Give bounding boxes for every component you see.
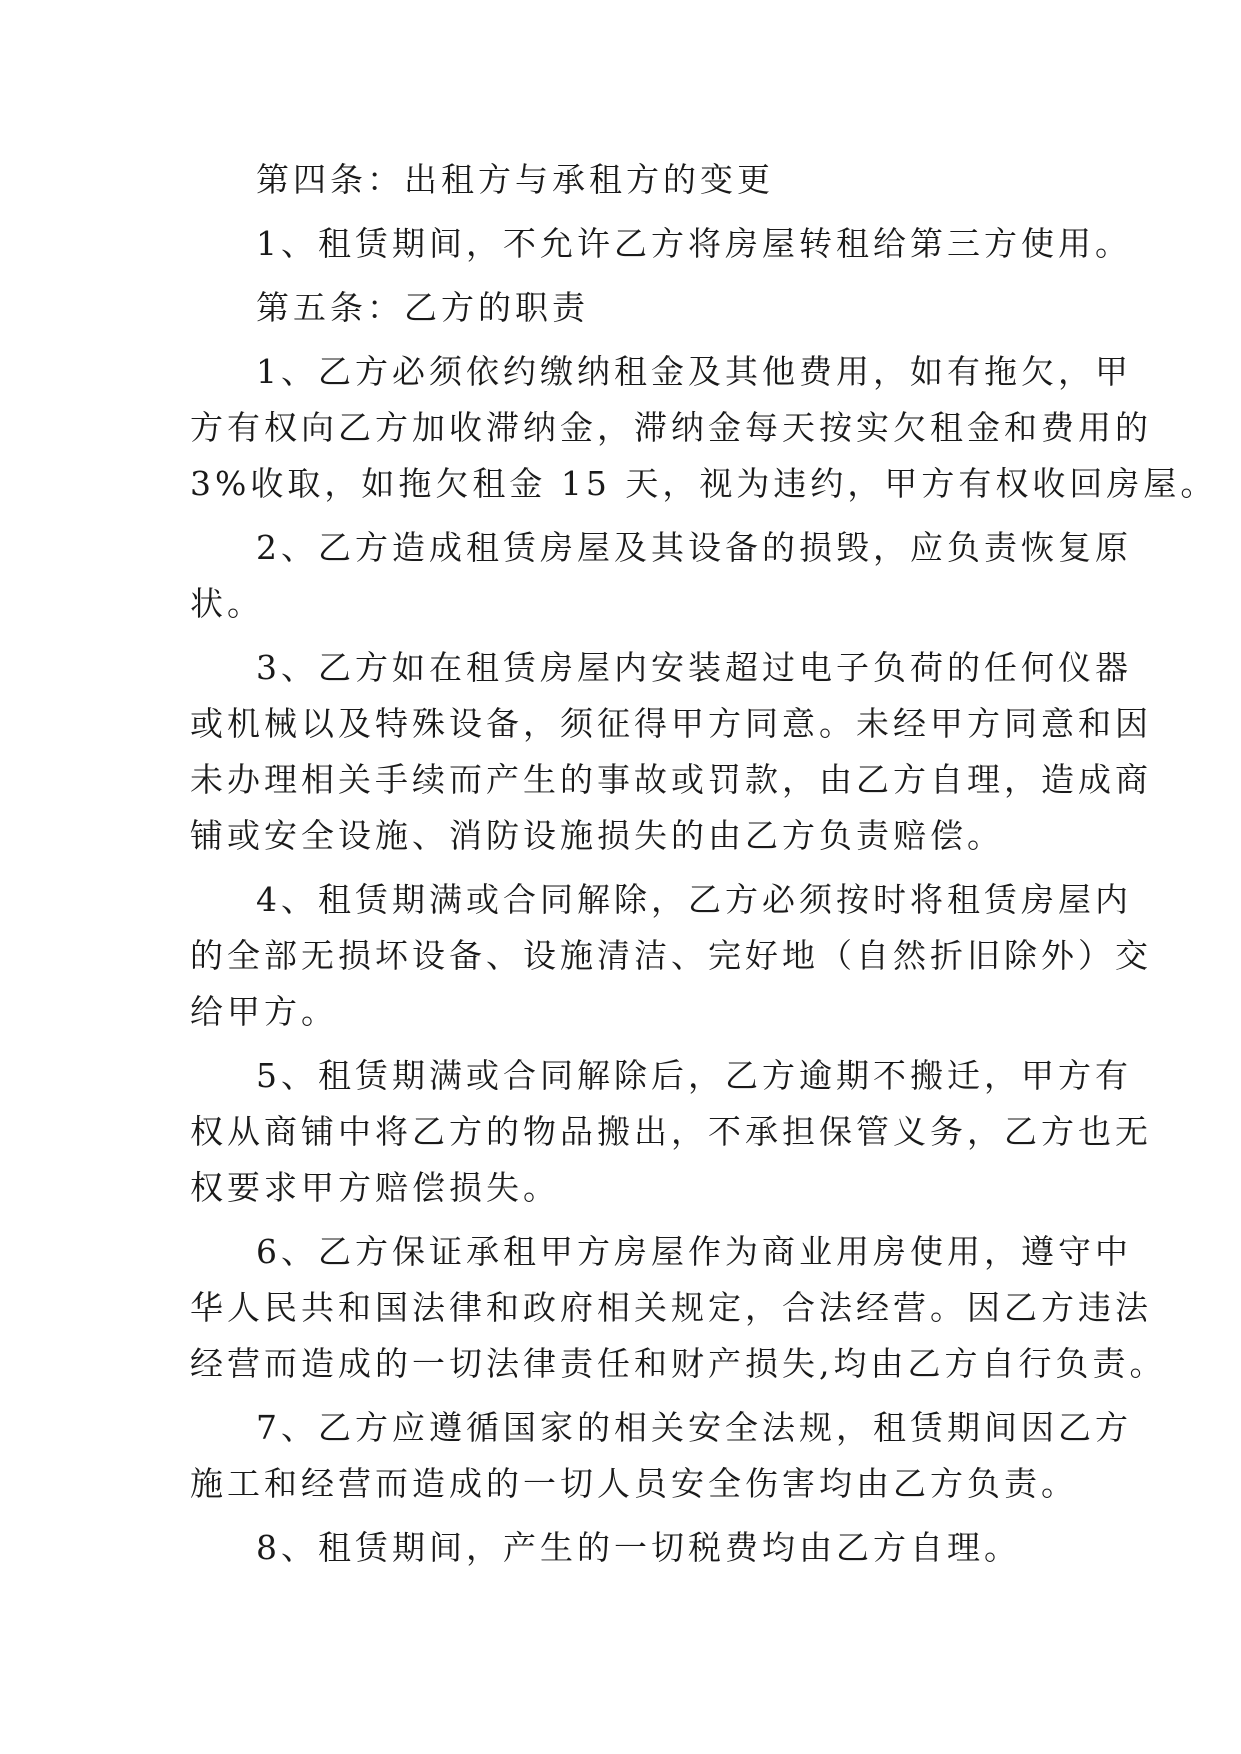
- clause-line: 的全部无损坏设备、设施清洁、完好地（自然折旧除外）交: [190, 936, 1152, 975]
- clause-5-6: [190, 1224, 1167, 1392]
- clause-5-8: 8、租赁期间，产生的一切税费均由乙方自理。: [256, 1528, 1021, 1567]
- clause-4-1: 1、租赁期间，不允许乙方将房屋转租给第三方使用。: [256, 224, 1132, 263]
- clause-5-4: [190, 872, 1152, 1040]
- clause-line: 3%收取，如拖欠租金 15 天，视为违约，甲方有权收回房屋。: [190, 464, 1218, 503]
- clause-5-2: [190, 520, 1132, 632]
- clause-line: 权从商铺中将乙方的物品搬出，不承担保管义务，乙方也无: [190, 1112, 1152, 1151]
- clause-line: 给甲方。: [190, 992, 338, 1031]
- section-heading-5: 第五条：乙方的职责: [256, 288, 589, 327]
- clause-5-1: [190, 344, 1218, 512]
- clause-line: 5、租赁期满或合同解除后，乙方逾期不搬迁，甲方有: [256, 1056, 1132, 1095]
- clause-line: 6、乙方保证承租甲方房屋作为商业用房使用，遵守中: [256, 1232, 1132, 1271]
- clause-5-5: [190, 1048, 1152, 1216]
- clause-line: 2、乙方造成租赁房屋及其设备的损毁，应负责恢复原: [256, 528, 1132, 567]
- document-body: [190, 152, 1218, 1576]
- clause-5-3: [190, 640, 1152, 864]
- clause-line: 4、租赁期满或合同解除，乙方必须按时将租赁房屋内: [256, 880, 1132, 919]
- clause-line: 铺或安全设施、消防设施损失的由乙方负责赔偿。: [190, 816, 1004, 855]
- clause-line: 方有权向乙方加收滞纳金，滞纳金每天按实欠租金和费用的: [190, 408, 1152, 447]
- clause-line: 经营而造成的一切法律责任和财产损失,均由乙方自行负责。: [190, 1344, 1167, 1383]
- clause-5-7: [190, 1400, 1132, 1512]
- clause-line: 3、乙方如在租赁房屋内安装超过电子负荷的任何仪器: [256, 648, 1132, 687]
- clause-line: 状。: [190, 584, 264, 623]
- clause-line: 1、乙方必须依约缴纳租金及其他费用，如有拖欠，甲: [256, 352, 1132, 391]
- clause-line: 或机械以及特殊设备，须征得甲方同意。未经甲方同意和因: [190, 704, 1152, 743]
- clause-line: 权要求甲方赔偿损失。: [190, 1168, 560, 1207]
- clause-line: 7、乙方应遵循国家的相关安全法规，租赁期间因乙方: [256, 1408, 1132, 1447]
- clause-line: 施工和经营而造成的一切人员安全伤害均由乙方负责。: [190, 1464, 1078, 1503]
- clause-line: 华人民共和国法律和政府相关规定，合法经营。因乙方违法: [190, 1288, 1152, 1327]
- section-heading-4: 第四条：出租方与承租方的变更: [256, 160, 774, 199]
- clause-line: 未办理相关手续而产生的事故或罚款，由乙方自理，造成商: [190, 760, 1152, 799]
